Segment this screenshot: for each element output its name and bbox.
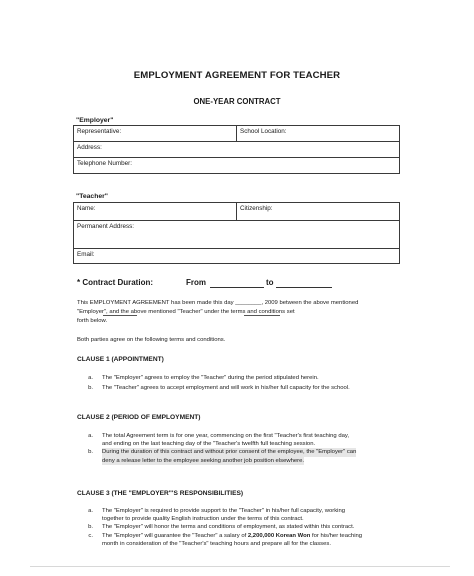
citizenship-field[interactable]: Citizenship: <box>237 203 400 221</box>
teacher-heading: "Teacher" <box>76 193 109 200</box>
list-item: b. During the duration of this contract and without prior consent of the employee, the "Employer" can <box>88 449 357 456</box>
clause-3-heading: CLAUSE 3 (THE "EMPLOYER"'S RESPONSIBILITIES) <box>77 490 244 497</box>
clause-1-list <box>77 374 350 392</box>
salary-amount: 2,200,000 Korean Won <box>247 532 311 539</box>
employer-table <box>73 125 400 174</box>
list-item: c. The "Employer" will guarantee the "Teacher" a salary of 2,200,000 Korean Won for his/her teaching <box>88 532 363 539</box>
duration-from-line[interactable] <box>210 287 264 288</box>
school-location-field[interactable]: School Location: <box>237 126 400 142</box>
telephone-field[interactable]: Telephone Number: <box>74 158 400 174</box>
list-item: a. The "Employer" agrees to employ the "Teacher" during the period stipulated herein. <box>88 375 319 381</box>
clause-1-heading: CLAUSE 1 (APPOINTMENT) <box>77 356 164 363</box>
list-item: a. The total Agreement term is for one year, commencing on the first "Teacher's first teaching day, <box>88 433 350 439</box>
agree-text: Both parties agree on the following terms and conditions. <box>77 337 226 343</box>
clause-2-list <box>77 432 356 465</box>
permanent-address-field[interactable]: Permanent Address: <box>74 221 400 249</box>
employer-name-blank[interactable] <box>103 315 137 316</box>
list-item-continued: and ending on the last teaching day of the "Teacher's twelfth full teaching session. <box>102 441 316 448</box>
intro-line-3: forth below. <box>77 318 108 324</box>
clause-3-list <box>77 507 362 548</box>
employer-address-field[interactable]: Address: <box>74 142 400 158</box>
list-item: b. The "Employer" will honor the terms and conditions of employment, as stated within this contract. <box>88 524 355 531</box>
document-title: EMPLOYMENT AGREEMENT FOR TEACHER <box>133 70 341 81</box>
teacher-name-field[interactable]: Name: <box>74 203 237 221</box>
duration-to-line[interactable] <box>276 287 332 288</box>
duration-from-label: From <box>186 278 206 287</box>
list-item: b. The "Teacher" agrees to accept employment and will work in his/her full capacity for the school. <box>88 385 350 392</box>
contract-duration-label: * Contract Duration: <box>77 278 153 287</box>
intro-line-2: "Employer", and the above mentioned "Teacher" under the terms and conditions set <box>77 309 295 315</box>
teacher-name-blank[interactable] <box>244 315 280 316</box>
employer-heading: "Employer" <box>76 117 114 124</box>
list-item-continued: month in consideration of the "Teacher's" teaching hours and prepare all for the classes. <box>102 540 331 547</box>
duration-to-label: to <box>266 278 274 287</box>
list-item: a. The "Employer" is required to provide support to the "Teacher" in his/her full capacity, working <box>88 508 346 514</box>
list-item-continued: deny a release letter to the employee seeking another job position elsewhere. <box>102 457 305 464</box>
intro-line-1: This EMPLOYMENT AGREEMENT has been made this day ________, 2009 between the above mentioned <box>77 300 359 306</box>
teacher-email-field[interactable]: Email: <box>74 249 400 264</box>
clause-2-heading: CLAUSE 2 (PERIOD OF EMPLOYMENT) <box>77 414 201 421</box>
page-divider <box>30 566 450 567</box>
teacher-table <box>73 202 400 264</box>
representative-field[interactable]: Representative: <box>74 126 237 142</box>
list-item-continued: together to provide quality English instruction under the terms of this contract. <box>102 516 304 523</box>
document-subtitle: ONE-YEAR CONTRACT <box>193 97 281 106</box>
